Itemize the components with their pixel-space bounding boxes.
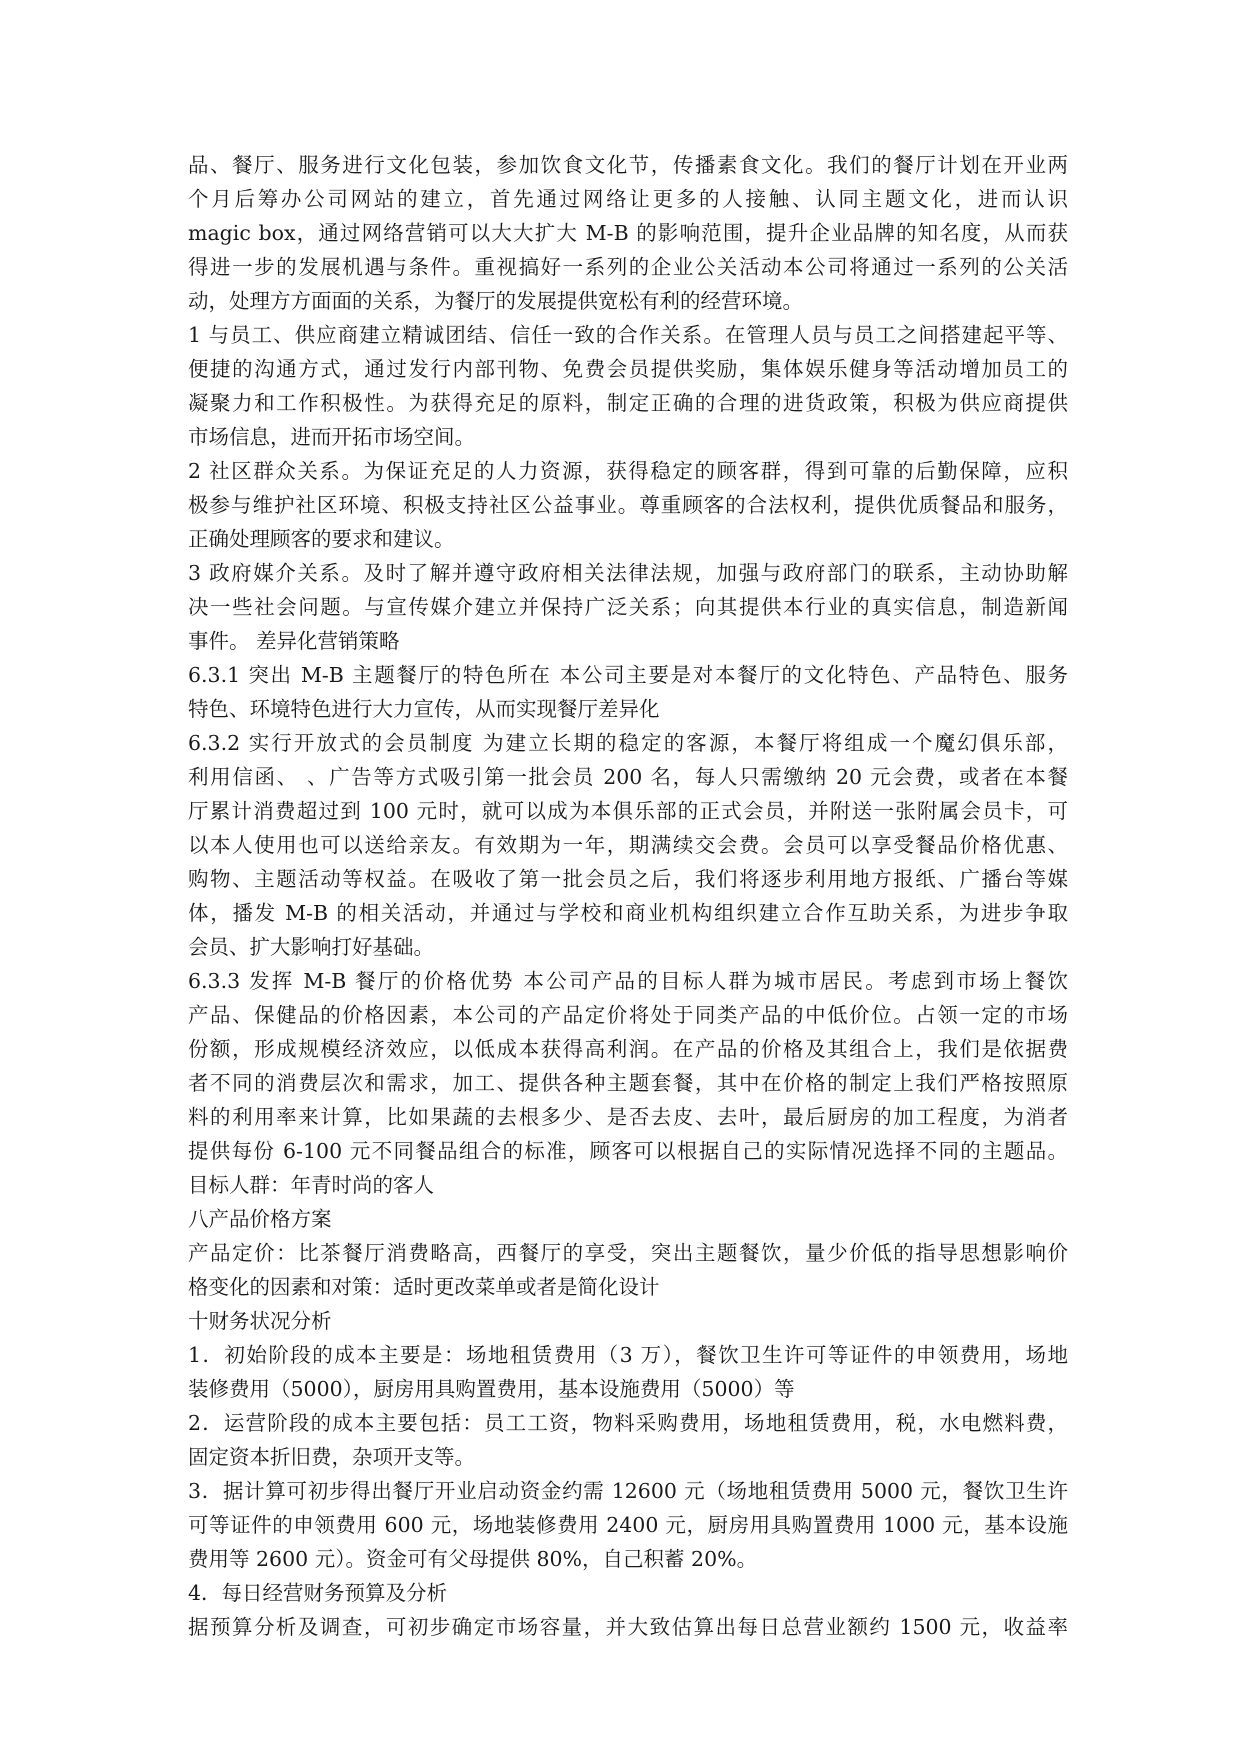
text-line: 份额，形成规模经济效应，以低成本获得高利润。在产品的价格及其组合上，我们是依据费 xyxy=(188,1037,1068,1061)
text-line: 2 社区群众关系。为保证充足的人力资源，获得稳定的顾客群，得到可靠的后勤保障，应积 xyxy=(188,459,1068,483)
text-line: 可等证件的申领费用 600 元，场地装修费用 2400 元，厨房用具购置费用 1000 元，基本设施 xyxy=(188,1513,1068,1537)
text-line: 体，播发 M-B 的相关活动，并通过与学校和商业机构组织建立合作互助关系，为进步争取 xyxy=(188,901,1068,925)
text-line: 6.3.3 发挥 M-B 餐厅的价格优势 本公司产品的目标人群为城市居民。考虑到市场上餐饮 xyxy=(188,969,1068,993)
text-line: 目标人群：年青时尚的客人 xyxy=(188,1173,434,1197)
text-line: 购物、主题活动等权益。在吸收了第一批会员之后，我们将逐步利用地方报纸、广播台等媒 xyxy=(188,867,1068,891)
section-heading: 八产品价格方案 xyxy=(188,1207,332,1231)
text-line: 决一些社会问题。与宣传媒介建立并保持广泛关系；向其提供本行业的真实信息，制造新闻 xyxy=(188,595,1068,619)
text-line: 正确处理顾客的要求和建议。 xyxy=(188,527,455,551)
text-line: 固定资本折旧费，杂项开支等。 xyxy=(188,1445,475,1469)
text-line: 得进一步的发展机遇与条件。重视搞好一系列的企业公关活动本公司将通过一系列的公关活 xyxy=(188,255,1068,279)
text-line: 利用信函、 、广告等方式吸引第一批会员 200 名，每人只需缴纳 20 元会费，或者在本餐 xyxy=(188,765,1068,789)
text-line: 动，处理方方面面的关系，为餐厅的发展提供宽松有利的经营环境。 xyxy=(188,289,803,313)
text-line: 会员、扩大影响打好基础。 xyxy=(188,935,434,959)
text-line: 极参与维护社区环境、积极支持社区公益事业。尊重顾客的合法权利，提供优质餐品和服务， xyxy=(188,493,1068,517)
text-line: 格变化的因素和对策：适时更改菜单或者是简化设计 xyxy=(188,1275,660,1299)
text-line: 3．据计算可初步得出餐厅开业启动资金约需 12600 元（场地租赁费用 5000 元，餐饮卫生许 xyxy=(188,1479,1068,1503)
text-line: 厅累计消费超过到 100 元时，就可以成为本俱乐部的正式会员，并附送一张附属会员卡，可 xyxy=(188,799,1068,823)
text-line: 料的利用率来计算，比如果蔬的去根多少、是否去皮、去叶，最后厨房的加工程度，为消者 xyxy=(188,1105,1068,1129)
text-line: magic box，通过网络营销可以大大扩大 M-B 的影响范围，提升企业品牌的知名度，从而获 xyxy=(188,221,1068,245)
text-line: 产品、保健品的价格因素，本公司的产品定价将处于同类产品的中低价位。占领一定的市场 xyxy=(188,1003,1068,1027)
text-line: 凝聚力和工作积极性。为获得充足的原料，制定正确的合理的进货政策，积极为供应商提供 xyxy=(188,391,1068,415)
text-line: 市场信息，进而开拓市场空间。 xyxy=(188,425,475,449)
text-line: 1．初始阶段的成本主要是：场地租赁费用（3 万），餐饮卫生许可等证件的申领费用，场地 xyxy=(188,1343,1068,1367)
text-line: 产品定价：比茶餐厅消费略高，西餐厅的享受，突出主题餐饮，量少价低的指导思想影响价 xyxy=(188,1241,1068,1265)
text-line: 据预算分析及调查，可初步确定市场容量，并大致估算出每日总营业额约 1500 元，收益率 xyxy=(188,1615,1068,1639)
text-line: 3 政府媒介关系。及时了解并遵守政府相关法律法规，加强与政府部门的联系，主动协助解 xyxy=(188,561,1068,585)
text-line: 6.3.1 突出 M-B 主题餐厅的特色所在 本公司主要是对本餐厅的文化特色、产品特色、服务 xyxy=(188,663,1068,687)
text-line: 4．每日经营财务预算及分析 xyxy=(188,1581,448,1605)
text-line: 费用等 2600 元）。资金可有父母提供 80%，自己积蓄 20%。 xyxy=(188,1547,758,1571)
text-line: 6.3.2 实行开放式的会员制度 为建立长期的稳定的客源，本餐厅将组成一个魔幻俱乐部， xyxy=(188,731,1068,755)
section-heading: 十财务状况分析 xyxy=(188,1309,332,1333)
document-body xyxy=(188,148,1068,1644)
text-line: 特色、环境特色进行大力宣传，从而实现餐厅差异化 xyxy=(188,697,660,721)
text-line: 提供每份 6-100 元不同餐品组合的标准，顾客可以根据自己的实际情况选择不同的主题品。 xyxy=(188,1139,1068,1163)
text-line: 品、餐厅、服务进行文化包装，参加饮食文化节，传播素食文化。我们的餐厅计划在开业两 xyxy=(188,153,1068,177)
text-line: 者不同的消费层次和需求，加工、提供各种主题套餐，其中在价格的制定上我们严格按照原 xyxy=(188,1071,1068,1095)
text-line: 事件。 差异化营销策略 xyxy=(188,629,400,653)
text-line: 以本人使用也可以送给亲友。有效期为一年，期满续交会费。会员可以享受餐品价格优惠、 xyxy=(188,833,1068,857)
text-line: 1 与员工、供应商建立精诚团结、信任一致的合作关系。在管理人员与员工之间搭建起平等、 xyxy=(188,323,1068,347)
text-line: 2．运营阶段的成本主要包括：员工工资，物料采购费用，场地租赁费用，税，水电燃料费， xyxy=(188,1411,1068,1435)
text-line: 装修费用（5000），厨房用具购置费用，基本设施费用（5000）等 xyxy=(188,1377,795,1401)
text-line: 个月后筹办公司网站的建立，首先通过网络让更多的人接触、认同主题文化，进而认识 xyxy=(188,187,1068,211)
text-line: 便捷的沟通方式，通过发行内部刊物、免费会员提供奖励，集体娱乐健身等活动增加员工的 xyxy=(188,357,1068,381)
